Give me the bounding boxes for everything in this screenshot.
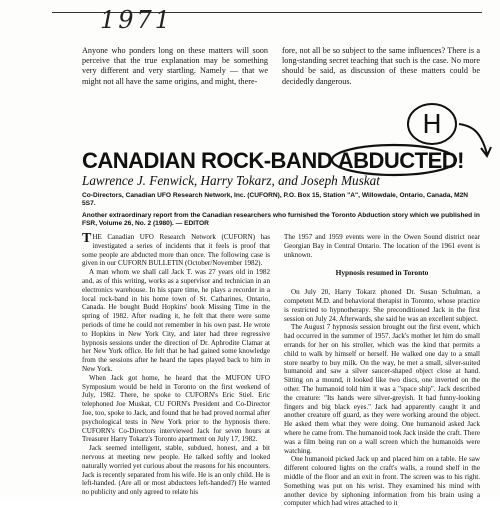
headline-circled-text: ABDUCTED: [337, 148, 458, 173]
handwritten-h-mark-icon: [404, 100, 460, 148]
right-paragraph-1: The 1957 and 1959 events were in the Owen Sound district near Georgian Bay in Central Ontario. The location of the 1961 event is unknown.: [284, 233, 480, 259]
left-paragraph-1: THE Canadian UFO Research Network (CUFORN) has investigated a series of incidents that it feels is proof that some people are abducted more than once. The following case is given in our CUFORN BULLETIN (October/November 1982).: [82, 231, 270, 268]
right-paragraph-4: One humanoid picked Jack up and placed him on a table. He saw different coloured lights on the craft's walls, a round shelf in the middle of the floor and an exit in front. The screen was to his right. Something was put on his wrist. They examined his mind with another device by siphoning information from his brain using a computer which had wires attached to it: [284, 455, 480, 508]
headline-circled-word: [338, 148, 457, 174]
left-column: [82, 233, 270, 497]
article-headline: [82, 148, 464, 174]
author-affiliation: Co-Directors, Canadian UFO Research Network, Inc. (CUFORN), P.O. Box 15, Station "A", Willowdale, Ontario, Canada, M2N 5S7.: [82, 192, 469, 208]
editor-intro: Another extraordinary report from the Canadian researchers who furnished the Toronto Abduction story which we published in FSR, Volume 26, No. 2 (1980). — EDITOR: [82, 212, 480, 228]
article-authors: Lawrence J. Fenwick, Harry Tokarz, and Joseph Muskat: [82, 173, 380, 188]
headline-main: CANADIAN ROCK-BAND: [82, 148, 338, 173]
right-paragraph-3: The August 7 hypnosis session brought out the first event, which had occurred in the summer of 1957. Jack's mother let him do small errands for her on his stroller, which was the kind that permits a child to walk by himself or herself. He walked one day to a small store nearby to buy milk. On the way, he met a small, silver-suited humanoid and saw a silver saucer-shaped object close at hand. Sitting on a mound, it looked like two discs, one inverted on the other. The humanoid told him it was a "space ship". Jack described the creature: "Its hands were silver-greyish. It had funny-looking fingers and big black eyes." Jack had apparently caught it and another creature off guard, as they were working around the object. He asked them what they were doing. One humanoid asked Jack where he came from. The humanoid took Jack inside the craft. There was a film being run on a wall screen which the humanoids were watching.: [284, 323, 480, 455]
handwritten-h-letter: H: [422, 110, 442, 140]
right-column: [284, 233, 480, 508]
right-paragraph-2: On July 20, Harry Tokarz phoned Dr. Susan Schulman, a competent M.D. and behavioral therapist in Toronto, whose practice is restricted to hypnotherapy. She preconditioned Jack in the first session on July 24. Afterwards, she said he was an excellent subject.: [284, 288, 480, 323]
left-paragraph-2: A man whom we shall call Jack T. was 27 years old in 1982 and, as of this writing, works as a supervisor and technician in an electronics warehouse. In his spare time, he plays a recorder in a local rock-band in his home town of St. Catharines, Ontario, Canada. He bought Budd Hopkins' book Missing Time in the spring of 1982. After reading it, he felt that there were some periods of time he could not remember in his own past. He wrote to Hopkins in New York City, and later had three regressive hypnosis sessions under the direction of Dr. Aphrodite Clamar at her New York office. He felt that he had gained some knowledge from the sessions after he heard the tapes played back to him in New York.: [82, 268, 270, 373]
headline-end: !: [457, 148, 464, 173]
drop-cap: T: [82, 231, 92, 246]
handwritten-year: [78, 4, 178, 34]
continued-text-right: fore, not all be so subject to the same influences? There is a long-standing secret teaching that such is the case. No more should be said, as discussion of these matters could be decidedly dangerous.: [282, 46, 480, 86]
continued-text-left: Anyone who ponders long on these matters will soon perceive that the true explanation may be something very different and very startling. Namely — that we might not all have the same origins, and might, there-: [82, 46, 268, 86]
handwritten-year-text: 1971: [100, 6, 174, 34]
left-paragraph-3: When Jack got home, he heard that the MUFON UFO Symposium would be held in Toronto on the first weekend of July, 1982. There, he spoke to CUFORN's Eric Stiel. Eric telephoned Joe Muskat, CU FORN's President and Co-Director Joe, too, spoke to Jack, and found that he had proved normal after psychological tests in New York prior to the hypnosis there. CUFORN's Co-Directors interviewed Jack for seven hours at Treasurer Harry Tokarz's Toronto apartment on July 17, 1982.: [82, 373, 270, 444]
section-subhead: Hypnosis resumed in Toronto: [335, 268, 429, 278]
left-paragraph-4: Jack seemed intelligent, stable, subdued, honest, and a bit nervous at meeting new people. He talked softly and looked naturally worried yet curious about the reasons for his encounters. Jack is recently separated from his wife. He is an only child. He is left-handed. (Are all or most abductees left-handed?) He wanted no publicity and only agreed to relate his: [82, 444, 270, 497]
